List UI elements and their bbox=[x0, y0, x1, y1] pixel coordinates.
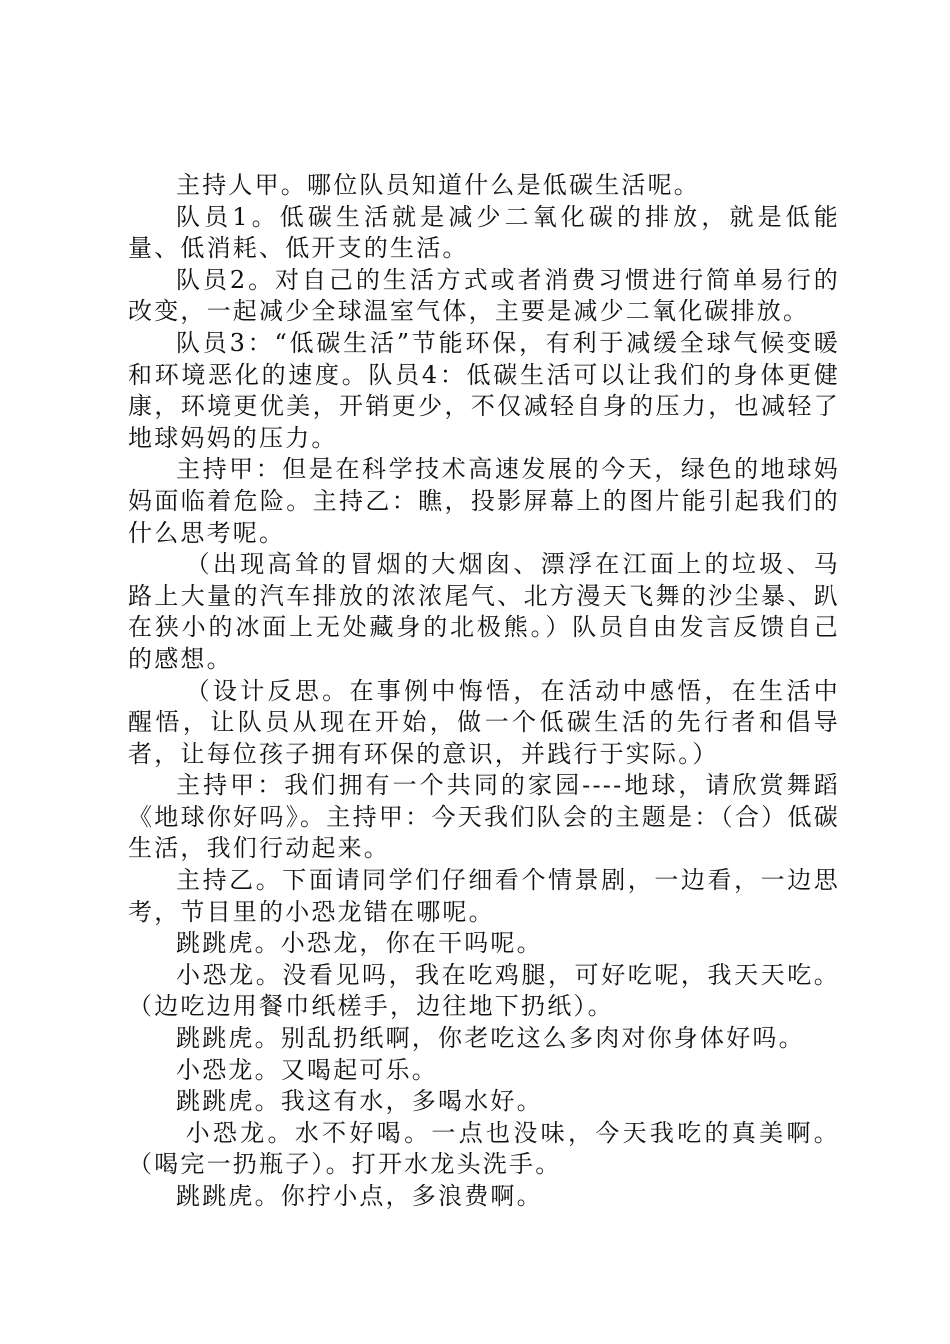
paragraph-tigger-4: 跳跳虎。你拧小点，多浪费啊。 bbox=[176, 1182, 543, 1210]
paragraph-member-3-4: 队员3：“低碳生活”节能环保，有利于减缓全球气候变暖和环境恶化的速度。队员4：低碳生活可以让我们的身体更健康，环境更优美，开销更少，不仅减轻自身的压力，也减轻了地球妈妈的压力。 bbox=[128, 328, 840, 452]
paragraph-host-a-dance: 主持甲：我们拥有一个共同的家园----地球，请欣赏舞蹈《地球你好吗》。主持甲：今天我们队会的主题是：（合）低碳生活，我们行动起来。 bbox=[128, 771, 840, 863]
paragraph-host-b-skit: 主持乙。下面请同学们仔细看个情景剧，一边看，一边思考，节目里的小恐龙错在哪呢。 bbox=[128, 866, 840, 926]
paragraph-dinosaur-2: 小恐龙。又喝起可乐。 bbox=[176, 1055, 438, 1084]
paragraph-host-a-question: 主持人甲。哪位队员知道什么是低碳生活呢。 bbox=[176, 171, 700, 199]
paragraph-projection-images: （出现高耸的冒烟的大烟囱、漂浮在江面上的垃圾、马路上大量的汽车排放的浓浓尾气、北方漫天飞舞的沙尘暴、趴在狭小的冰面上无处藏身的北极熊。）队员自由发言反馈自己的感想。 bbox=[128, 550, 840, 673]
paragraph-tigger-3: 跳跳虎。我这有水，多喝水好。 bbox=[176, 1087, 543, 1116]
paragraph-member-2: 队员2。对自己的生活方式或者消费习惯进行简单易行的改变，一起减少全球温室气体，主要是减少二氧化碳排放。 bbox=[128, 265, 840, 326]
paragraph-tigger-1: 跳跳虎。小恐龙，你在干吗呢。 bbox=[176, 929, 543, 958]
paragraph-dinosaur-3: 小恐龙。水不好喝。一点也没味，今天我吃的真美啊。（喝完一扔瓶子）。打开水龙头洗手。 bbox=[128, 1118, 840, 1179]
paragraph-design-reflection: （设计反思。在事例中悔悟，在活动中感悟，在生活中醒悟，让队员从现在开始，做一个低碳生活的先行者和倡导者，让每位孩子拥有环保的意识，并践行于实际。） bbox=[128, 676, 840, 768]
paragraph-host-a-b-danger: 主持甲：但是在科学技术高速发展的今天，绿色的地球妈妈面临着危险。主持乙：瞧，投影屏幕上的图片能引起我们的什么思考呢。 bbox=[128, 455, 840, 547]
paragraph-member-1: 队员1。低碳生活就是减少二氧化碳的排放，就是低能量、低消耗、低开支的生活。 bbox=[128, 202, 840, 263]
paragraph-dinosaur-1: 小恐龙。没看见吗，我在吃鸡腿，可好吃呢，我天天吃。（边吃边用餐巾纸槎手，边往地下扔纸）。 bbox=[128, 960, 840, 1021]
document-page bbox=[128, 170, 840, 1213]
paragraph-tigger-2: 跳跳虎。别乱扔纸啊，你老吃这么多肉对你身体好吗。 bbox=[176, 1024, 805, 1053]
